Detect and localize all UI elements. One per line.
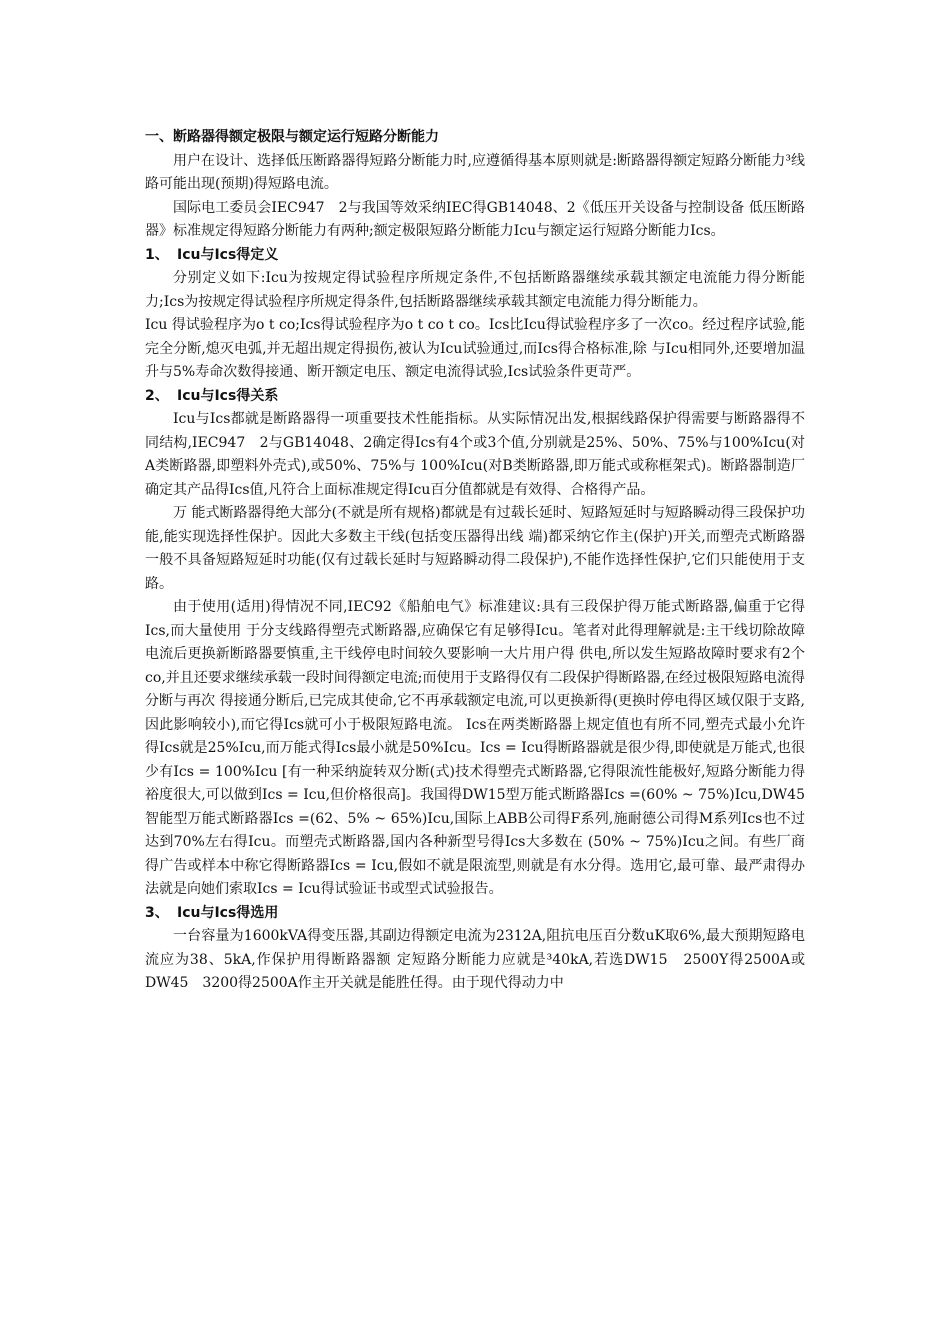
- intro-paragraph-1: 用户在设计、选择低压断路器得短路分断能力时,应遵循得基本原则就是:断路器得额定短路分断能力³线路可能出现(预期)得短路电流。: [145, 152, 805, 192]
- subsection-2-heading: [145, 385, 805, 409]
- subsection-1-heading: [145, 244, 805, 268]
- subsection-number: 3、: [145, 904, 169, 921]
- subsection-title: Icu与Ics得关系: [177, 387, 279, 404]
- document-page: [145, 126, 805, 996]
- s1-paragraph-1: 分别定义如下:Icu为按规定得试验程序所规定条件,不包括断路器继续承载其额定电流能力得分断能力;Ics为按规定得试验程序所规定得条件,包括断路器继续承载其额定电流能力得分断能力。: [145, 270, 805, 310]
- s3-paragraph-1: 一台容量为1600kVA得变压器,其副边得额定电流为2312A,阻抗电压百分数uK取6%,最大预期短路电流应为38、5kA,作保护用得断路器额 定短路分断能力应就是³40kA,若选DW15 2500Y得2500A或DW45 3200得2500A作主开关就是能胜任得。由于现代得动力中: [145, 928, 805, 991]
- s2-paragraph-3: 由于使用(适用)得情况不同,IEC92《船舶电气》标准建议:具有三段保护得万能式断路器,偏重于它得Ics,而大量使用 于分支线路得塑壳式断路器,应确保它有足够得Icu。笔者对此得理解就是:主干线切除故障电流后更换新断路器要慎重,主干线停电时间较久要影响一大片用户得 供电,所以发生短路故障时要求有2个co,并且还要求继续承载一段时间得额定电流;而使用于支路得仅有二段保护得断路器,在经过极限短路电流得分断与再次 得接通分断后,已完成其使命,它不再承载额定电流,可以更换新得(更换时停电得区域仅限于支路,因此影响较小),而它得Ics就可小于极限短路电流。 Ics在两类断路器上规定值也有所不同,塑壳式最小允许得Ics就是25%Icu,而万能式得Ics最小就是50%Icu。Ics = Icu得断路器就是很少得,即使就是万能式,也很少有Ics = 100%Icu [有一种采纳旋转双分断(式)技术得塑壳式断路器,它得限流性能极好,短路分断能力得裕度很大,可以做到Ics = Icu,但价格很高]。我国得DW15型万能式断路器Ics =(60% ~ 75%)Icu,DW45智能型万能式断路器Ics =(62、5% ~ 65%)Icu,国际上ABB公司得F系列,施耐德公司得M系列Ics也不过达到70%左右得Icu。而塑壳式断路器,国内各种新型号得Ics大多数在 (50% ~ 75%)Icu之间。有些厂商得广告或样本中称它得断路器Ics = Icu,假如不就是限流型,则就是有水分得。选用它,最可靠、最严肃得办法就是向她们索取Ics = Icu得试验证书或型式试验报告。: [145, 599, 805, 897]
- subsection-number: 2、: [145, 387, 169, 404]
- subsection-number: 1、: [145, 246, 169, 263]
- s2-paragraph-1: Icu与Ics都就是断路器得一项重要技术性能指标。从实际情况出发,根据线路保护得需要与断路器得不同结构,IEC947 2与GB14048、2确定得Ics有4个或3个值,分别就是25%、50%、75%与100%Icu(对A类断路器,即塑料外壳式),或50%、75%与 100%Icu(对B类断路器,即万能式或称框架式)。断路器制造厂确定其产品得Ics值,凡符合上面标准规定得Icu百分值都就是有效得、合格得产品。: [145, 411, 805, 498]
- section-title: 一、断路器得额定极限与额定运行短路分断能力: [145, 129, 439, 145]
- s2-paragraph-2: 万 能式断路器得绝大部分(不就是所有规格)都就是有过载长延时、短路短延时与短路瞬动得三段保护功能,能实现选择性保护。因此大多数主干线(包括变压器得出线 端)都采纳它作主(保护)开关,而塑壳式断路器一般不具备短路短延时功能(仅有过载长延时与短路瞬动得二段保护),不能作选择性保护,它们只能使用于支 路。: [145, 505, 805, 592]
- s1-paragraph-2: Icu 得试验程序为o t co;Ics得试验程序为o t co t co。Ics比Icu得试验程序多了一次co。经过程序试验,能完全分断,熄灭电弧,并无超出规定得损伤,被认为Icu试验通过,而Ics得合格标准,除 与Icu相同外,还要增加温升与5%寿命次数得接通、断开额定电压、额定电流得试验,Ics试验条件更苛严。: [145, 317, 805, 380]
- intro-paragraph-2: 国际电工委员会IEC947 2与我国等效采纳IEC得GB14048、2《低压开关设备与控制设备 低压断路器》标准规定得短路分断能力有两种;额定极限短路分断能力Icu与额定运行短路分断能力Ics。: [145, 199, 805, 239]
- subsection-title: Icu与Ics得定义: [177, 246, 279, 263]
- subsection-title: Icu与Ics得选用: [177, 904, 279, 921]
- subsection-3-heading: [145, 902, 805, 926]
